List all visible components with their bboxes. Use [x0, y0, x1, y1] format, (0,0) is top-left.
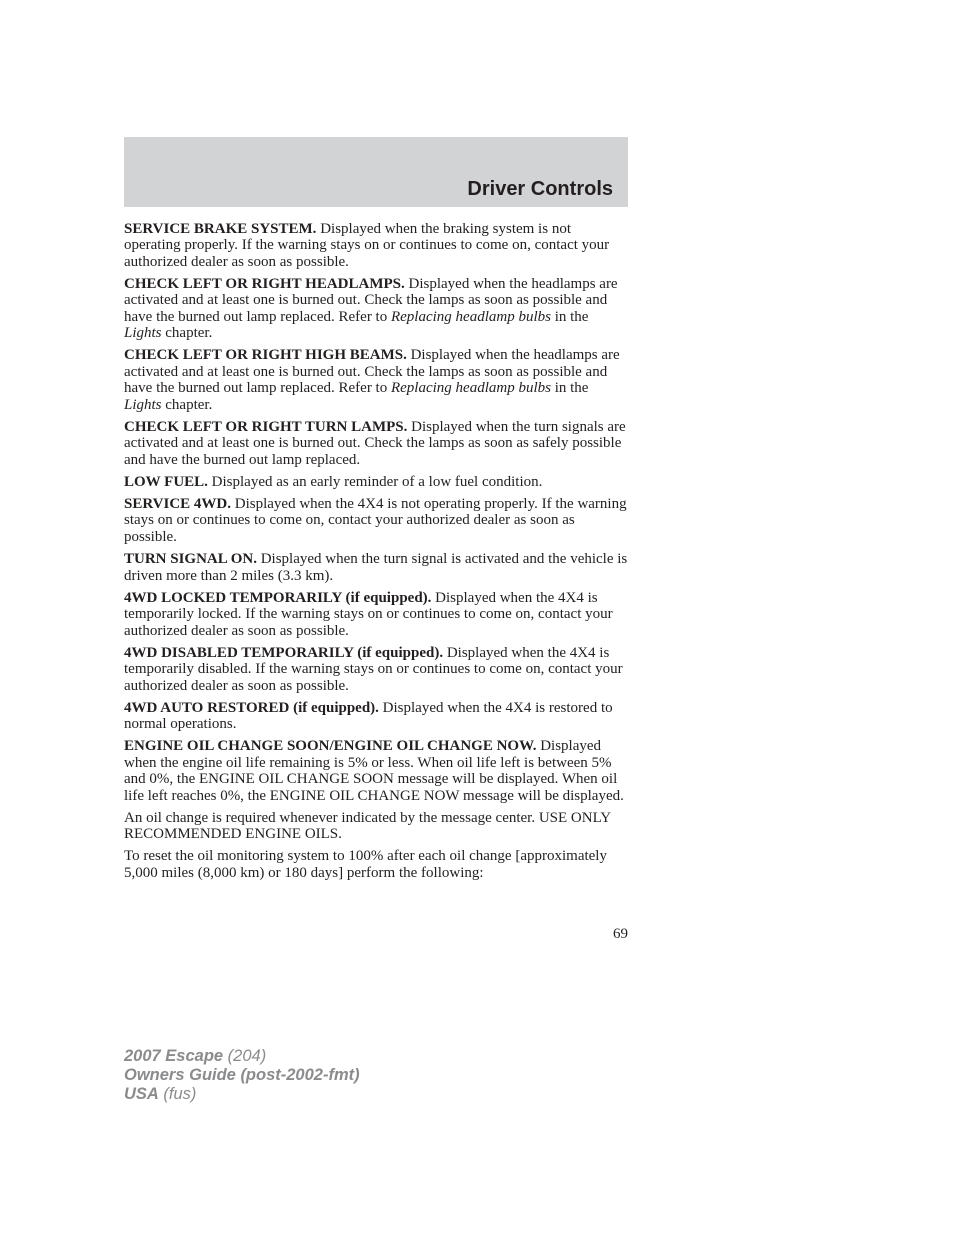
paragraph-heading: CHECK LEFT OR RIGHT TURN LAMPS.: [124, 418, 408, 435]
document-footer: [124, 1047, 360, 1104]
footer-line-market: [124, 1085, 360, 1104]
footer-market: USA: [124, 1085, 159, 1103]
paragraph-heading: ENGINE OIL CHANGE SOON/ENGINE OIL CHANGE NOW.: [124, 738, 537, 755]
paragraph-check-high-beams: [124, 347, 628, 413]
cross-reference-chapter: Lights: [124, 396, 162, 413]
paragraph-4wd-locked: [124, 590, 628, 639]
paragraph-4wd-auto-restored: [124, 700, 628, 733]
paragraph-heading: SERVICE BRAKE SYSTEM.: [124, 221, 317, 237]
paragraph-check-turn-lamps: [124, 419, 628, 468]
paragraph-body: Displayed as an early reminder of a low fuel condition.: [207, 473, 543, 490]
cross-reference-topic: Replacing headlamp bulbs: [390, 308, 551, 325]
paragraph-4wd-disabled: [124, 645, 628, 694]
paragraph-body: chapter.: [161, 396, 213, 413]
page-number: 69: [613, 926, 628, 942]
footer-line-model: [124, 1047, 360, 1066]
footer-market-code: (fus): [158, 1085, 197, 1103]
paragraph-heading: 4WD LOCKED TEMPORARILY (if equipped).: [124, 589, 432, 606]
paragraph-heading: TURN SIGNAL ON.: [124, 551, 257, 568]
footer-guide: Owners Guide (post-2002-fmt): [124, 1066, 360, 1084]
paragraph-body: Displayed when the headlamps are activated and at least one is burned out. Check the lamps as soon as possible and have the burned out lamp replaced. Refer to: [124, 347, 620, 397]
paragraph-service-brake-system: [124, 221, 628, 270]
paragraph-body: in the: [550, 380, 589, 397]
footer-model: 2007 Escape: [124, 1047, 224, 1065]
cross-reference-topic: Replacing headlamp bulbs: [390, 380, 551, 397]
paragraph-oil-change-required: [124, 810, 628, 843]
paragraph-turn-signal-on: [124, 551, 628, 584]
footer-line-guide: [124, 1066, 360, 1085]
paragraph-body: An oil change is required whenever indicated by the message center. USE ONLY RECOMMENDED ENGINE OILS.: [124, 809, 611, 843]
paragraph-body: Displayed when the turn signal is activated and the vehicle is driven more than 2 miles (3.3 km).: [124, 551, 628, 584]
paragraph-body: Displayed when the 4X4 is temporarily locked. If the warning stays on or continues to come on, contact your authorized dealer as soon as possible.: [124, 589, 613, 639]
section-title: Driver Controls: [467, 178, 613, 200]
paragraph-service-4wd: [124, 496, 628, 545]
paragraph-body: Displayed when the engine oil life remaining is 5% or less. When oil life left is between 5% and 0%, the ENGINE OIL CHANGE SOON message will be displayed. When oil life left reaches 0%, the ENGINE OIL CHANGE NOW message will be displayed.: [124, 738, 624, 804]
paragraph-body: Displayed when the braking system is not operating properly. If the warning stays on or continues to come on, contact your authorized dealer as soon as possible.: [124, 221, 610, 270]
paragraph-reset-oil-monitor: [124, 848, 628, 881]
paragraph-check-headlamps: [124, 276, 628, 342]
footer-model-code: (204): [223, 1047, 267, 1065]
paragraph-body: Displayed when the 4X4 is not operating properly. If the warning stays on or continues to come on, contact your authorized dealer as soon as possible.: [124, 496, 627, 545]
paragraph-body: in the: [550, 308, 589, 325]
paragraph-heading: LOW FUEL.: [124, 473, 208, 490]
paragraph-heading: 4WD AUTO RESTORED (if equipped).: [124, 699, 379, 716]
section-header-band: [124, 137, 628, 207]
paragraph-heading: CHECK LEFT OR RIGHT HEADLAMPS.: [124, 276, 405, 293]
paragraph-body: Displayed when the 4X4 is restored to normal operations.: [124, 699, 613, 733]
paragraph-heading: SERVICE 4WD.: [124, 496, 231, 513]
cross-reference-chapter: Lights: [124, 325, 162, 342]
paragraph-heading: 4WD DISABLED TEMPORARILY (if equipped).: [124, 644, 444, 661]
paragraph-body: Displayed when the turn signals are activated and at least one is burned out. Check the lamps as soon as safely possible and have the burned out lamp replaced.: [124, 418, 626, 468]
body-text: [124, 221, 628, 887]
paragraph-low-fuel: [124, 474, 628, 490]
paragraph-heading: CHECK LEFT OR RIGHT HIGH BEAMS.: [124, 347, 407, 364]
paragraph-engine-oil-change: [124, 738, 628, 804]
paragraph-body: Displayed when the headlamps are activated and at least one is burned out. Check the lamps as soon as possible and have the burned out lamp replaced. Refer to: [124, 276, 618, 325]
paragraph-body: Displayed when the 4X4 is temporarily disabled. If the warning stays on or continues to come on, contact your authorized dealer as soon as possible.: [124, 644, 623, 694]
paragraph-body: chapter.: [161, 325, 213, 342]
paragraph-body: To reset the oil monitoring system to 100% after each oil change [approximately 5,000 miles (8,000 km) or 180 days] perform the following:: [124, 848, 607, 881]
